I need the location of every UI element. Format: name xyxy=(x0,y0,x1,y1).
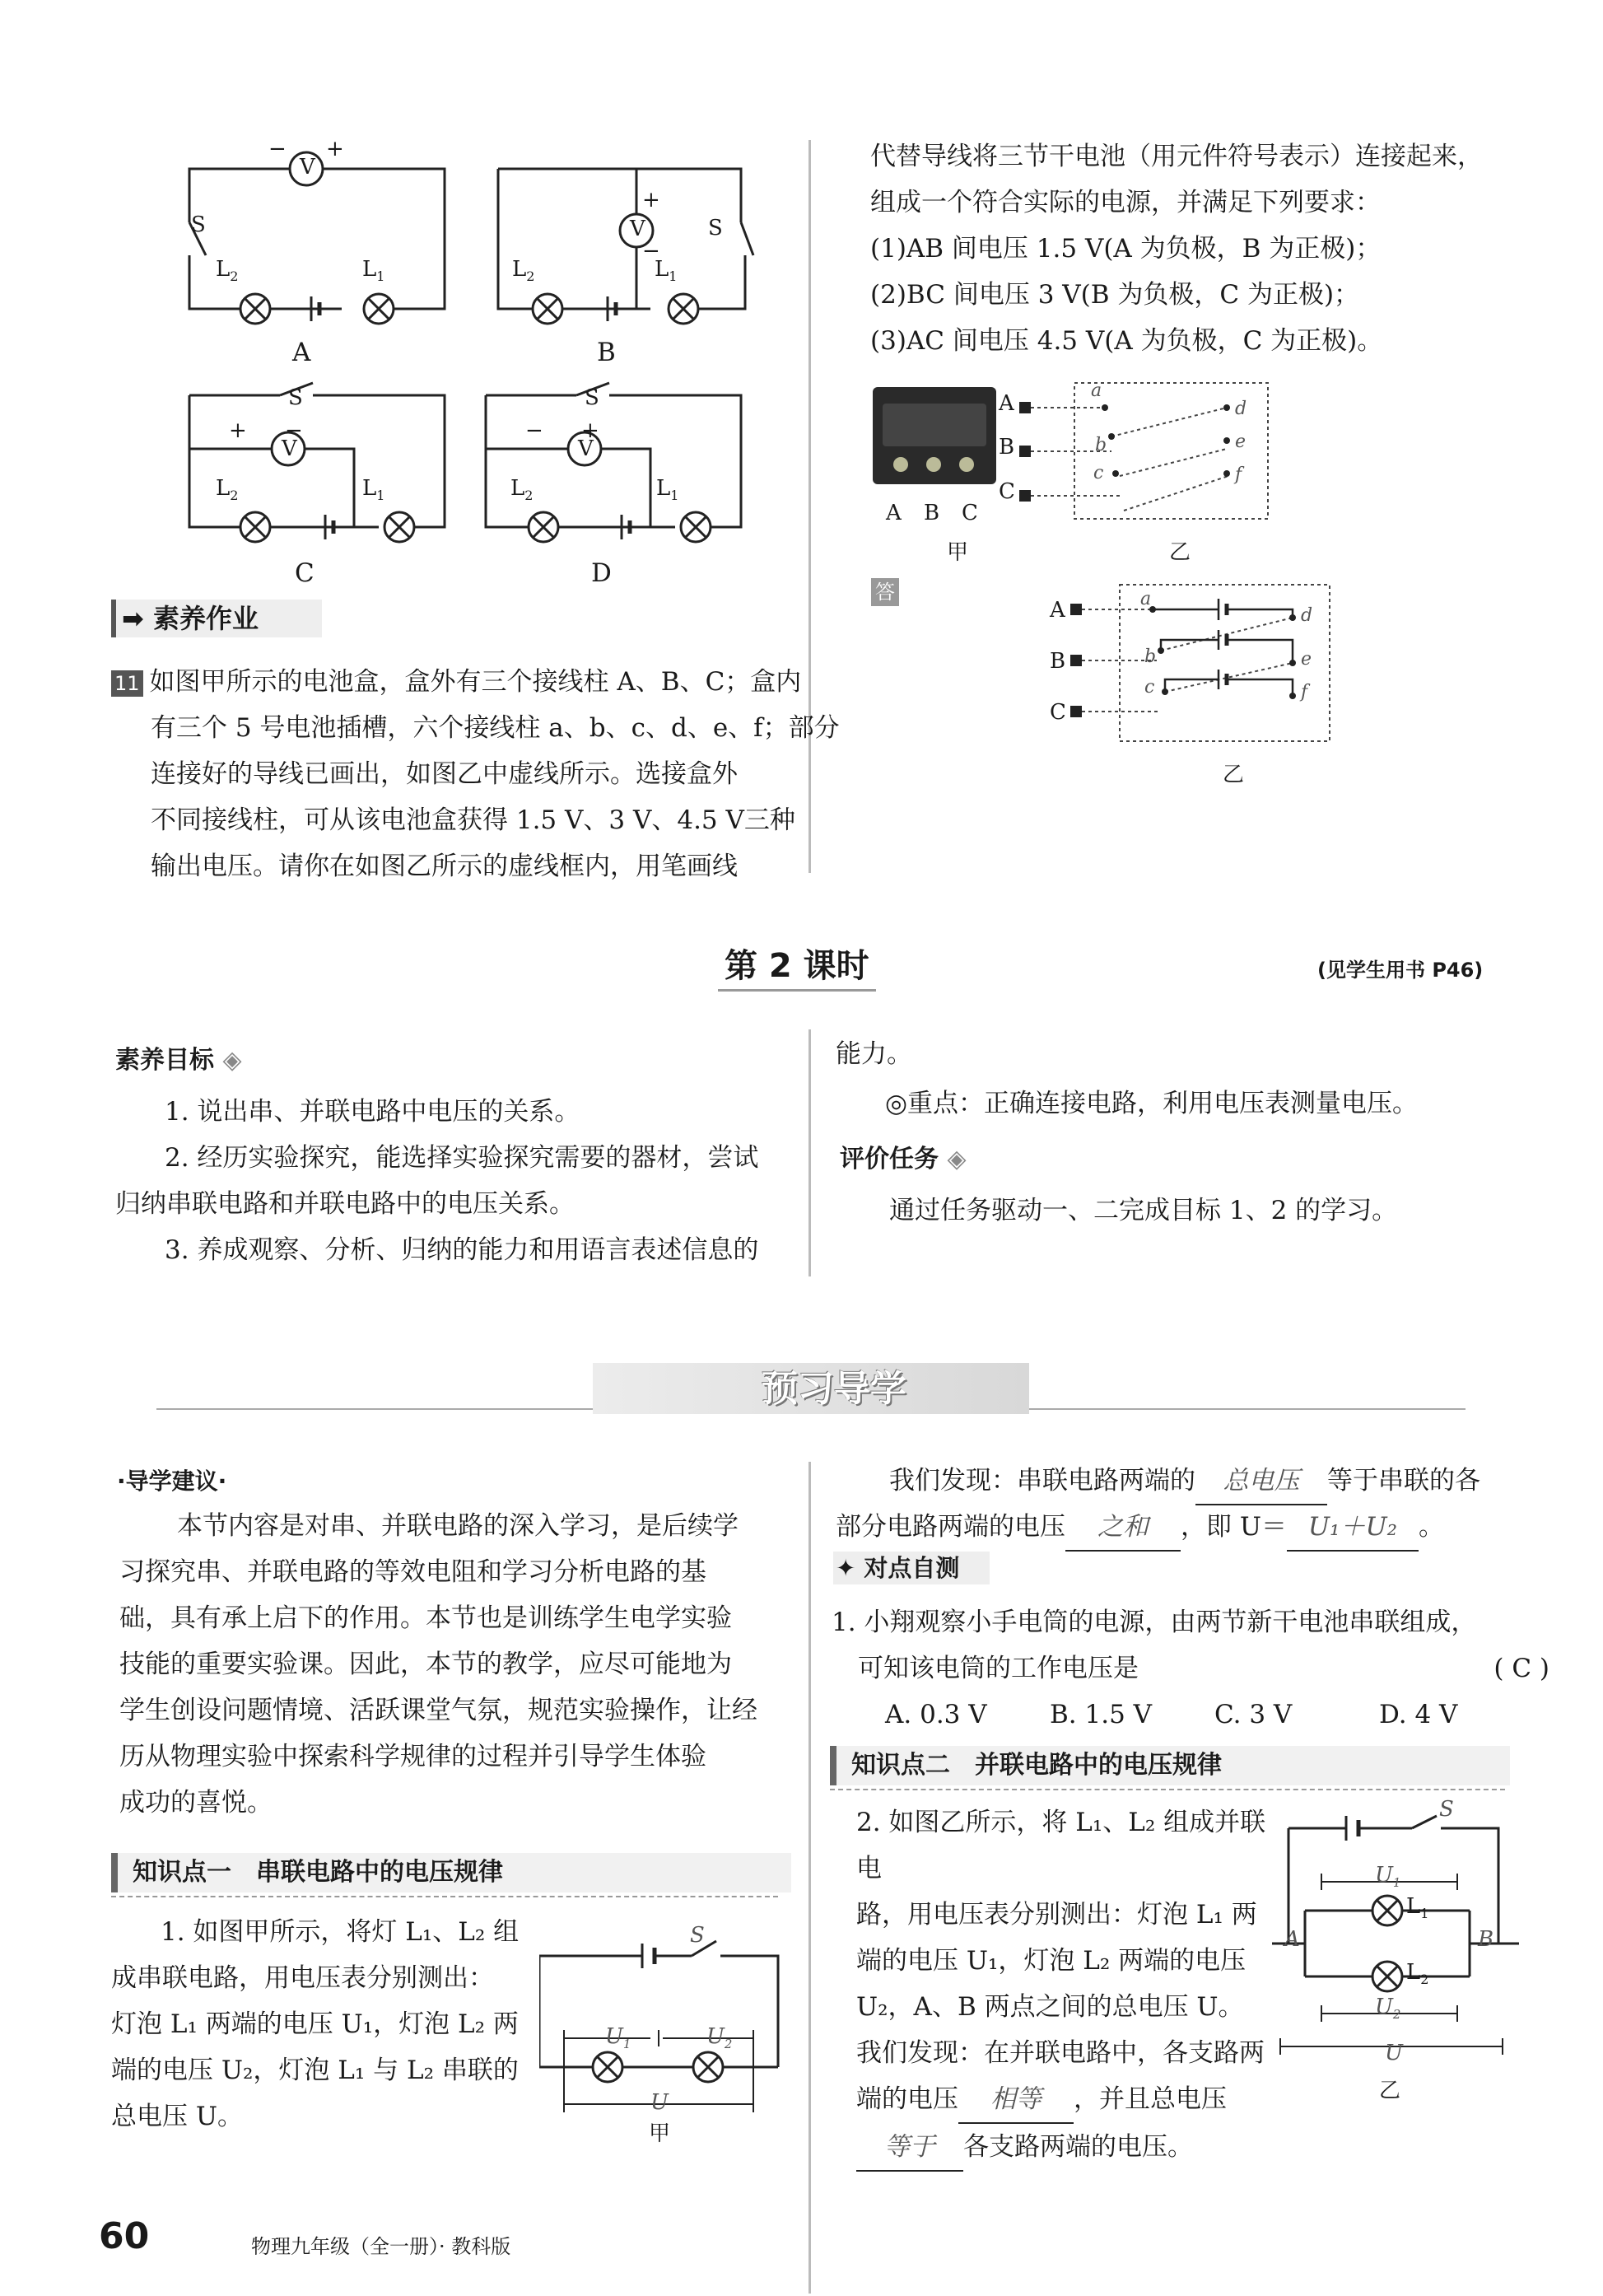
circuit-label-d: D xyxy=(591,558,612,588)
test-question-1: 1. 小翔观察小手电筒的电源，由两节新干电池串联组成， 可知该电筒的工作电压是 ( C ) A. 0.3 V B. 1.5 V C. 3 V D. 4 V xyxy=(832,1599,1556,1738)
homework-header: ➡ 素养作业 xyxy=(122,603,259,634)
lamp-label: $L_2$ xyxy=(510,476,534,504)
figure-label-yi: 乙 xyxy=(1223,763,1245,787)
star-icon: ✦ xyxy=(836,1554,856,1582)
circuit-label-a: A xyxy=(292,338,311,367)
voltage-u-label: U xyxy=(1385,2041,1403,2065)
circuit-label-c: C xyxy=(295,558,315,588)
voltage-u2-label: $U_2$ xyxy=(1375,1995,1401,2023)
book-title: 物理九年级（全一册）· 教科版 xyxy=(251,2235,511,2258)
question-number-badge: 11 xyxy=(111,670,143,697)
option-c[interactable]: C. 3 V xyxy=(1214,1700,1293,1729)
switch-label: S xyxy=(708,216,723,240)
circuit-label-b: B xyxy=(597,338,616,367)
terminal-d-small: d xyxy=(1235,399,1247,419)
terminal-a-small: a xyxy=(1091,380,1102,401)
circuit-d xyxy=(486,383,741,542)
voltmeter-symbol: V xyxy=(300,155,315,180)
answer-blank[interactable]: 相等 xyxy=(958,2076,1074,2124)
eval-text: 通过任务驱动一、二完成目标 1、2 的学习。 xyxy=(889,1196,1398,1225)
finding-1-line-1: 我们发现：串联电路两端的 总电压 等于串联的各 xyxy=(889,1458,1548,1505)
switch-label: S xyxy=(191,212,206,237)
option-b[interactable]: B. 1.5 V xyxy=(1050,1700,1153,1729)
voltmeter-symbol: V xyxy=(282,436,297,461)
plus-sign: + xyxy=(581,418,599,443)
terminal-label: A xyxy=(1050,598,1065,623)
arrow-icon: ➡ xyxy=(122,603,144,634)
terminal-small: a xyxy=(1140,589,1152,609)
eval-heading: 评价任务 ◈ xyxy=(840,1145,967,1174)
terminal-label: C xyxy=(1050,700,1066,725)
page-number: 60 xyxy=(99,2215,150,2257)
voltage-u1-label: $U_1$ xyxy=(1375,1863,1401,1891)
column-divider xyxy=(808,1462,811,2294)
battery-box-image xyxy=(873,387,996,484)
minus-sign: − xyxy=(268,137,287,161)
figure-label-jia: 甲 xyxy=(947,540,969,565)
homework-right-text: 代替导线将三节干电池（用元件符号表示）连接起来， 组成一个符合实际的电源，并满足下列要求： (1)AB 间电压 1.5 V(A 为负极，B 为正极)； (2)BC 间电压 3 V(B 为负极，C 为正极)； (3)AC 间电压 4.5 V(A 为负极，C 为正极)。 xyxy=(870,142,1483,356)
terminal-b-label: B xyxy=(924,501,940,525)
circuit-diagrams xyxy=(156,132,799,593)
switch-label: S xyxy=(585,385,599,410)
lamp-label: $L_1$ xyxy=(1406,1894,1429,1922)
goals-heading: 素养目标 ◈ xyxy=(115,1046,242,1075)
switch-label: S xyxy=(690,1923,705,1948)
minus-sign: − xyxy=(642,239,660,264)
diamond-icon: ◈ xyxy=(222,1046,242,1075)
terminal-f-small: f xyxy=(1235,464,1242,485)
circuit-c xyxy=(189,383,445,542)
terminal-small: e xyxy=(1301,649,1312,670)
plus-sign: + xyxy=(326,137,344,161)
voltmeter-symbol: V xyxy=(630,217,645,241)
advice-text: 本节内容是对串、并联电路的深入学习，是后续学 习探究串、并联电路的等效电阻和学习分析电路的基 础，具有承上启下的作用。本节也是训练学生电学实验 技能的重要实验课。因此，本节的教学，应尽可能地为 学生创设问题情境、活跃课堂气氛，规范实验操作，让经 历从物理实验中探索科学规律的过程并引导学生体验 成功的喜悦。 xyxy=(119,1511,757,1818)
dashed-divider xyxy=(111,1896,778,1897)
key-point: ◎重点：正确连接电路，利用电压表测量电压。 xyxy=(885,1089,1419,1118)
lamp-label: $L_1$ xyxy=(656,476,679,504)
answer-tag: 答 xyxy=(871,578,899,606)
voltage-u-label: U xyxy=(650,2090,669,2115)
lamp-label: $L_2$ xyxy=(216,476,239,504)
advice-heading: ·导学建议· xyxy=(117,1468,227,1495)
finding-1-line-2: 部分电路两端的电压 之和 ，即 U＝ U₁＋U₂ 。 xyxy=(836,1504,1544,1552)
terminal-label: C xyxy=(999,479,1015,504)
terminal-a-label: A xyxy=(886,501,902,525)
switch-label: S xyxy=(1439,1797,1454,1822)
self-test-heading: ✦ 对点自测 xyxy=(836,1554,960,1582)
answer-blank[interactable]: U₁＋U₂ xyxy=(1287,1504,1419,1552)
figure-label-yi: 乙 xyxy=(1379,2079,1401,2103)
voltage-u2-label: $U_2$ xyxy=(706,2024,733,2052)
plus-sign: + xyxy=(229,418,247,443)
column-divider xyxy=(808,1029,811,1276)
switch-label: S xyxy=(288,385,303,410)
terminal-small: f xyxy=(1301,682,1308,702)
terminal-small: d xyxy=(1301,605,1313,626)
terminal-small: c xyxy=(1144,677,1155,698)
plus-sign: + xyxy=(642,188,660,212)
terminal-e-small: e xyxy=(1235,432,1247,452)
minus-sign: − xyxy=(525,418,543,443)
lamp-label: $L_1$ xyxy=(362,257,385,285)
goals-list: 1. 说出串、并联电路中电压的关系。 2. 经历实验探究，能选择实验探究需要的器材，尝试 归纳串联电路和并联电路中的电压关系。 3. 养成观察、分析、归纳的能力和用语言表述信息的 xyxy=(115,1097,759,1265)
terminal-c-label: C xyxy=(962,501,978,525)
voltmeter-symbol: V xyxy=(578,436,594,461)
minus-sign: − xyxy=(285,418,303,443)
figure-label-yi: 乙 xyxy=(1169,540,1191,565)
voltage-u1-label: $U_1$ xyxy=(605,2024,631,2052)
terminal-label: A xyxy=(999,391,1014,416)
question-2: 2. 如图乙所示，将 L₁、L₂ 组成并联电 路，用电压表分别测出：灯泡 L₁ 两 端的电压 U₁，灯泡 L₂ 两端的电压 U₂，A、B 两点之间的总电压 U。 我们发现：在并联电路中，各支路两 端的电压 相等 ，并且总电压 等于 各支路两端的电压。 xyxy=(830,1799,1291,2172)
lesson-reference: (见学生用书 P46) xyxy=(1317,959,1484,982)
node-b-label: B xyxy=(1478,1927,1494,1952)
goals-continuation: 能力。 xyxy=(836,1039,912,1069)
lamp-label: $L_2$ xyxy=(216,257,239,285)
lamp-label: $L_2$ xyxy=(1406,1960,1429,1988)
option-a[interactable]: A. 0.3 V xyxy=(885,1700,987,1729)
terminal-c-small: c xyxy=(1093,463,1104,483)
terminal-b-small: b xyxy=(1095,435,1107,455)
circuit-a xyxy=(189,152,445,324)
knowledge-point-2: 知识点二 并联电路中的电压规律 xyxy=(830,1746,1510,1785)
lamp-label: $L_1$ xyxy=(362,476,385,504)
answer-choice[interactable]: ( C ) xyxy=(1493,1654,1549,1683)
answer-blank[interactable]: 之和 xyxy=(1065,1504,1181,1552)
terminal-label: B xyxy=(999,435,1015,460)
terminal-label: B xyxy=(1050,649,1066,674)
answer-blank[interactable]: 总电压 xyxy=(1195,1458,1327,1505)
knowledge-point-1: 知识点一 串联电路中的电压规律 xyxy=(111,1853,791,1892)
lesson-title: 第 2 课时 xyxy=(718,943,876,992)
dashed-divider xyxy=(830,1789,1505,1790)
answer-blank[interactable]: 等于 xyxy=(856,2124,963,2172)
figure-label-jia: 甲 xyxy=(649,2121,671,2146)
diamond-icon: ◈ xyxy=(947,1145,967,1174)
preview-banner: 预习导学 xyxy=(762,1368,906,1410)
homework-question: 11 如图甲所示的电池盒，盒外有三个接线柱 A、B、C；盒内 有三个 5 号电池插槽，六个接线柱 a、b、c、d、e、f；部分 连接好的导线已画出，如图乙中虚线所示。选接盒外 不同接线柱，可从该电池盒获得 1.5 V、3 V、4.5 V三种 输出电压。请你在如图乙所示的虚线框内，用笔画线 xyxy=(111,659,902,889)
terminal-small: b xyxy=(1144,646,1157,667)
lamp-label: $L_1$ xyxy=(655,257,678,285)
option-d[interactable]: D. 4 V xyxy=(1379,1700,1458,1729)
circuit-b xyxy=(498,169,753,324)
answer-diagram xyxy=(1046,581,1342,745)
node-a-label: A xyxy=(1284,1927,1300,1952)
question-1: 1. 如图甲所示，将灯 L₁、L₂ 组 成串联电路，用电压表分别测出： 灯泡 L₁ 两端的电压 U₁，灯泡 L₂ 两 端的电压 U₂，灯泡 L₁ 与 L₂ 串联的 总电压 U。 xyxy=(111,1917,520,2131)
lamp-label: $L_2$ xyxy=(512,257,535,285)
